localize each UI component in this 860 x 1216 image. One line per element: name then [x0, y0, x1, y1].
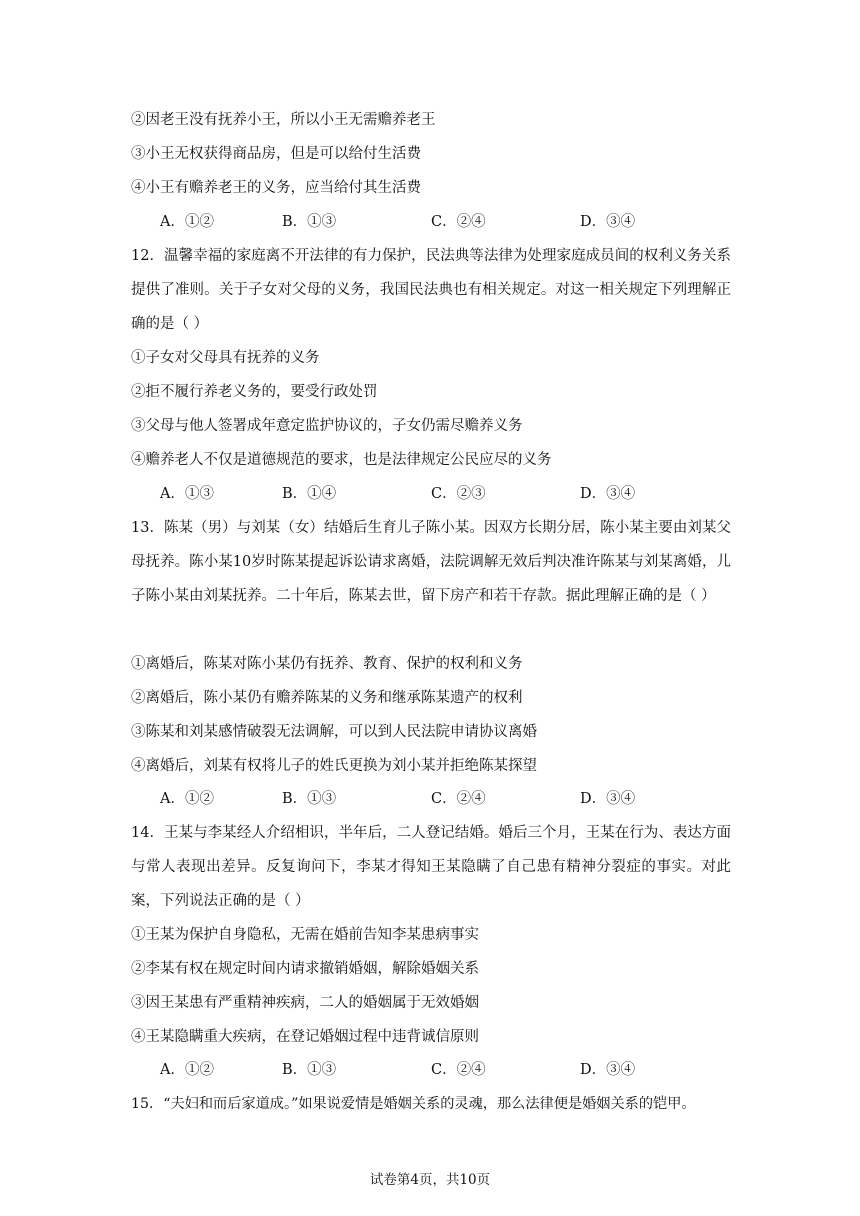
q12-stem: 12．温馨幸福的家庭离不开法律的有力保护，民法典等法律为处理家庭成员间的权利义务关系提供了准则。关于子女对父母的义务，我国民法典也有相关规定。对这一相关规定下列理解正确的是（ ） — [131, 248, 731, 332]
q11-item-4: ④小王有赡养老王的义务，应当给付其生活费 — [131, 180, 421, 196]
q14-option-b[interactable]: B．①③ — [282, 1062, 337, 1078]
page-footer: 试卷第4页，共10页 — [369, 1172, 491, 1188]
q14-item-2: ②李某有权在规定时间内请求撤销婚姻，解除婚姻关系 — [131, 961, 479, 977]
q11-option-a[interactable]: A．①② — [160, 214, 214, 230]
q13-stem: 13．陈某（男）与刘某（女）结婚后生育儿子陈小某。因双方长期分居，陈小某主要由刘某父母抚养。陈小某10岁时陈某提起诉讼请求离婚，法院调解无效后判决准许陈某与刘某离婚，儿子陈小某由刘某抚养。二十年后，陈某去世，留下房产和若干存款。据此理解正确的是（ ） — [131, 520, 731, 604]
q14-item-4: ④王某隐瞒重大疾病，在登记婚姻过程中违背诚信原则 — [131, 1029, 479, 1045]
q13-option-a[interactable]: A．①② — [160, 791, 214, 807]
q13-item-3: ③陈某和刘某感情破裂无法调解，可以到人民法院申请协议离婚 — [131, 724, 537, 740]
q12-item-1: ①子女对父母具有抚养的义务 — [131, 350, 320, 366]
q15-stem: 15．“夫妇和而后家道成。”如果说爱情是婚姻关系的灵魂，那么法律便是婚姻关系的铠甲。 — [131, 1096, 696, 1112]
q11-item-2: ②因老王没有抚养小王，所以小王无需赡养老王 — [131, 112, 436, 128]
q11-option-d[interactable]: D．③④ — [580, 214, 636, 230]
q12-item-3: ③父母与他人签署成年意定监护协议的，子女仍需尽赡养义务 — [131, 418, 523, 434]
q14-item-3: ③因王某患有严重精神疾病，二人的婚姻属于无效婚姻 — [131, 995, 479, 1011]
q14-option-a[interactable]: A．①② — [160, 1062, 214, 1078]
q13-item-4: ④离婚后，刘某有权将儿子的姓氏更换为刘小某并拒绝陈某探望 — [131, 758, 537, 774]
q12-option-d[interactable]: D．③④ — [580, 486, 636, 502]
q11-option-b[interactable]: B．①③ — [282, 214, 337, 230]
q13-item-2: ②离婚后，陈小某仍有赡养陈某的义务和继承陈某遗产的权利 — [131, 690, 523, 706]
q13-item-1: ①离婚后，陈某对陈小某仍有抚养、教育、保护的权利和义务 — [131, 656, 523, 672]
q14-option-d[interactable]: D．③④ — [580, 1062, 636, 1078]
q12-item-4: ④赡养老人不仅是道德规范的要求，也是法律规定公民应尽的义务 — [131, 452, 552, 468]
q13-option-c[interactable]: C．②④ — [431, 791, 486, 807]
q14-option-c[interactable]: C．②④ — [431, 1062, 486, 1078]
q12-item-2: ②拒不履行养老义务的，要受行政处罚 — [131, 384, 378, 400]
q13-option-b[interactable]: B．①③ — [282, 791, 337, 807]
q12-option-b[interactable]: B．①④ — [282, 486, 337, 502]
q14-item-1: ①王某为保护自身隐私，无需在婚前告知李某患病事实 — [131, 927, 479, 943]
q11-option-c[interactable]: C．②④ — [431, 214, 486, 230]
q12-option-c[interactable]: C．②③ — [431, 486, 486, 502]
q12-option-a[interactable]: A．①③ — [160, 486, 214, 502]
q13-option-d[interactable]: D．③④ — [580, 791, 636, 807]
q14-stem: 14．王某与李某经人介绍相识，半年后，二人登记结婚。婚后三个月，王某在行为、表达方面与常人表现出差异。反复询问下，李某才得知王某隐瞒了自己患有精神分裂症的事实。对此案，下列说法正确的是（ ） — [131, 825, 731, 909]
q11-item-3: ③小王无权获得商品房，但是可以给付生活费 — [131, 146, 421, 162]
